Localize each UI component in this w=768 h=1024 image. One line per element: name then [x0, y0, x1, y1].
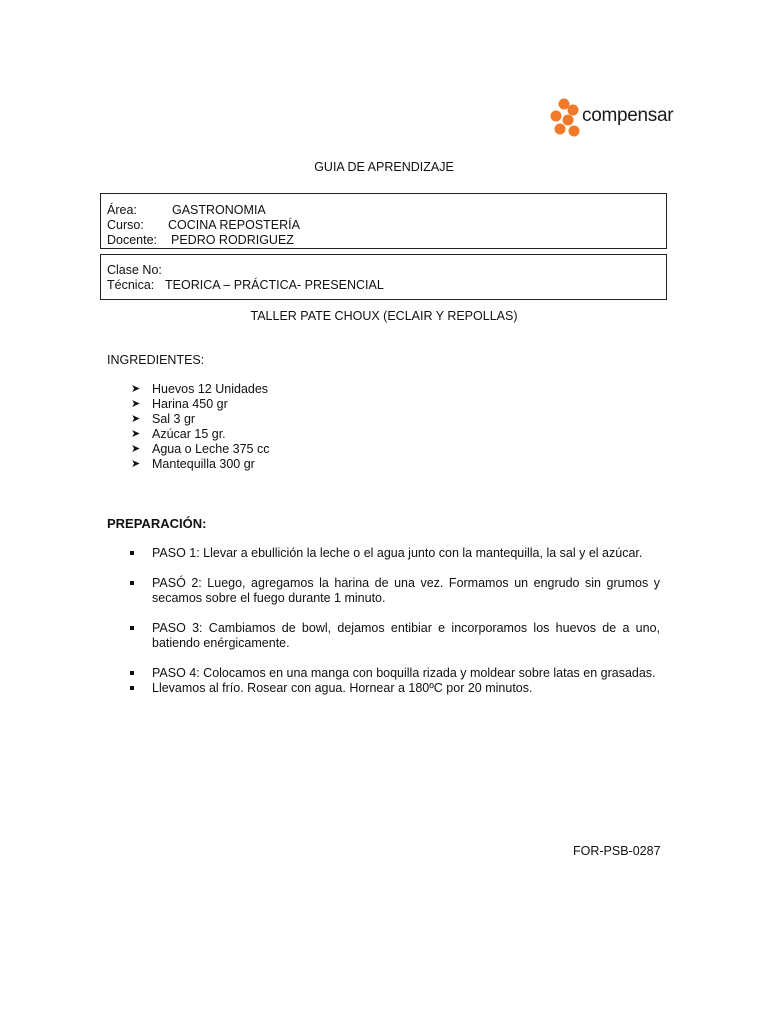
square-bullet-icon — [130, 551, 134, 555]
clase-label: Clase No: — [107, 263, 162, 277]
ingredient-label: Mantequilla 300 gr — [152, 457, 255, 471]
curso-label: Curso: — [107, 218, 144, 232]
square-bullet-icon — [130, 581, 134, 585]
docente-value: PEDRO RODRIGUEZ — [171, 233, 294, 247]
ingredient-label: Agua o Leche 375 cc — [152, 442, 270, 456]
form-code: FOR-PSB-0287 — [573, 844, 661, 858]
square-bullet-icon — [130, 626, 134, 630]
ingredient-label: Sal 3 gr — [152, 412, 196, 426]
step-text: Llevamos al frío. Rosear con agua. Hornear a 180ºC por 20 minutos. — [152, 681, 533, 695]
workshop-title: TALLER PATE CHOUX (ECLAIR Y REPOLLAS) — [250, 309, 518, 323]
tecnica-value: TEORICA – PRÁCTICA- PRESENCIAL — [165, 278, 384, 292]
area-label: Área: — [107, 203, 137, 217]
tecnica-label: Técnica: — [107, 278, 155, 292]
step-text: PASO 4: Colocamos en una manga con boquilla rizada y moldear sobre latas en grasadas. — [152, 666, 656, 680]
class-info-box — [100, 254, 667, 300]
step-text: PASO 1: Llevar a ebullición la leche o el agua junto con la mantequilla, la sal y el azúcar. — [152, 546, 643, 560]
area-value: GASTRONOMIA — [172, 203, 266, 217]
document-title: GUIA DE APRENDIZAJE — [314, 160, 454, 174]
step-text: PASO 3: Cambiamos de bowl, dejamos entibiar e incorporamos los huevos de a uno, batiendo enérgicamente. — [152, 621, 660, 650]
preparation-heading: PREPARACIÓN: — [107, 516, 207, 531]
curso-value: COCINA REPOSTERÍA — [168, 218, 300, 232]
arrow-bullet-icon: ➤ — [131, 443, 141, 455]
compensar-logo-icon — [548, 96, 582, 140]
docente-label: Docente: — [107, 233, 158, 247]
compensar-logo — [548, 96, 674, 140]
arrow-bullet-icon: ➤ — [131, 398, 141, 410]
step-text: PASÓ 2: Luego, agregamos la harina de una vez. Formamos un engrudo sin grumos y secamos sobre el fuego durante 1 minuto. — [152, 576, 660, 605]
arrow-bullet-icon: ➤ — [131, 458, 141, 470]
course-info-box — [100, 193, 667, 249]
arrow-bullet-icon: ➤ — [131, 413, 141, 425]
arrow-bullet-icon: ➤ — [131, 428, 141, 440]
ingredient-label: Azúcar 15 gr. — [152, 427, 226, 441]
ingredient-label: Huevos 12 Unidades — [152, 382, 269, 396]
ingredients-heading: INGREDIENTES: — [107, 353, 205, 367]
logo-text: compensar — [582, 105, 674, 126]
square-bullet-icon — [130, 671, 134, 675]
ingredient-label: Harina 450 gr — [152, 397, 228, 411]
arrow-bullet-icon: ➤ — [131, 383, 141, 395]
square-bullet-icon — [130, 686, 134, 690]
